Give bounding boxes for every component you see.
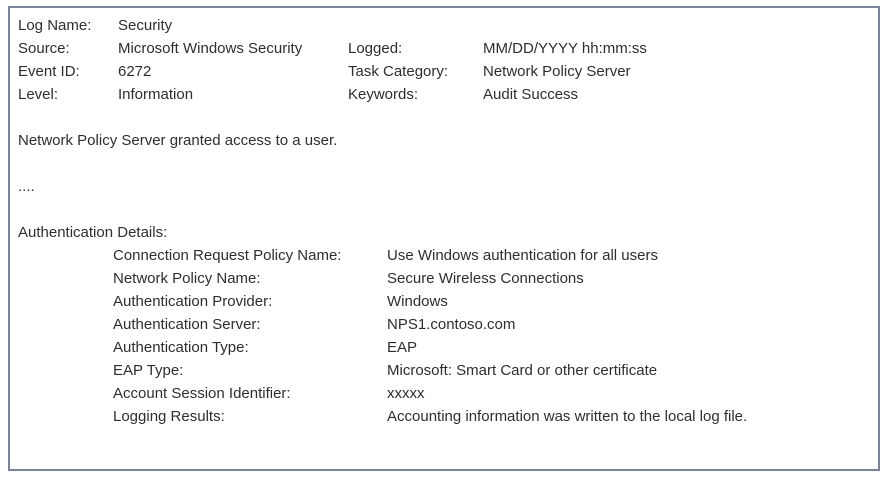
auth-details-title: Authentication Details: (18, 224, 168, 241)
header-empty-cell (483, 14, 870, 37)
auth-row-network-policy-name (18, 267, 870, 290)
auth-row-logging-results (18, 405, 870, 428)
truncation-ellipsis: .... (18, 178, 35, 195)
spacer (18, 106, 870, 129)
account-session-identifier-value: xxxxx (387, 385, 425, 402)
authentication-provider-label: Authentication Provider: (113, 293, 273, 310)
header-row-level (18, 83, 870, 106)
authentication-type-value: EAP (387, 339, 418, 356)
auth-row-authentication-type (18, 336, 870, 359)
auth-row-account-session-identifier (18, 382, 870, 405)
spacer (18, 152, 870, 175)
event-header (18, 14, 870, 106)
log-name-label: Log Name: (18, 17, 92, 34)
authentication-server-label: Authentication Server: (113, 316, 261, 333)
authentication-server-value: NPS1.contoso.com (387, 316, 516, 333)
logging-results-label: Logging Results: (113, 408, 225, 425)
event-id-label: Event ID: (18, 63, 80, 80)
keywords-value: Audit Success (483, 86, 579, 103)
task-category-value: Network Policy Server (483, 63, 631, 80)
level-label: Level: (18, 86, 59, 103)
auth-details-section (18, 221, 870, 428)
header-row-source (18, 37, 870, 60)
eap-type-label: EAP Type: (113, 362, 184, 379)
task-category-label: Task Category: (348, 63, 449, 80)
authentication-provider-value: Windows (387, 293, 448, 310)
logged-value: MM/DD/YYYY hh:mm:ss (483, 40, 647, 57)
connection-request-policy-value: Use Windows authentication for all users (387, 247, 658, 264)
logging-results-value: Accounting information was written to the local log file. (387, 408, 748, 425)
header-row-log-name (18, 14, 870, 37)
auth-row-eap-type (18, 359, 870, 382)
authentication-type-label: Authentication Type: (113, 339, 249, 356)
log-name-value: Security (118, 17, 173, 34)
eap-type-value: Microsoft: Smart Card or other certificate (387, 362, 658, 379)
level-value: Information (118, 86, 194, 103)
connection-request-policy-label: Connection Request Policy Name: (113, 247, 342, 264)
header-empty-cell (348, 14, 483, 37)
header-row-event-id (18, 60, 870, 83)
event-description: Network Policy Server granted access to a user. (18, 132, 338, 149)
auth-row-authentication-provider (18, 290, 870, 313)
keywords-label: Keywords: (348, 86, 419, 103)
network-policy-name-label: Network Policy Name: (113, 270, 261, 287)
logged-label: Logged: (348, 40, 403, 57)
network-policy-name-value: Secure Wireless Connections (387, 270, 584, 287)
event-id-value: 6272 (118, 63, 152, 80)
auth-row-connection-request-policy (18, 244, 870, 267)
auth-row-authentication-server (18, 313, 870, 336)
source-label: Source: (18, 40, 70, 57)
event-text-frame (8, 6, 880, 471)
account-session-identifier-label: Account Session Identifier: (113, 385, 291, 402)
spacer (18, 198, 870, 221)
source-value: Microsoft Windows Security (118, 40, 303, 57)
